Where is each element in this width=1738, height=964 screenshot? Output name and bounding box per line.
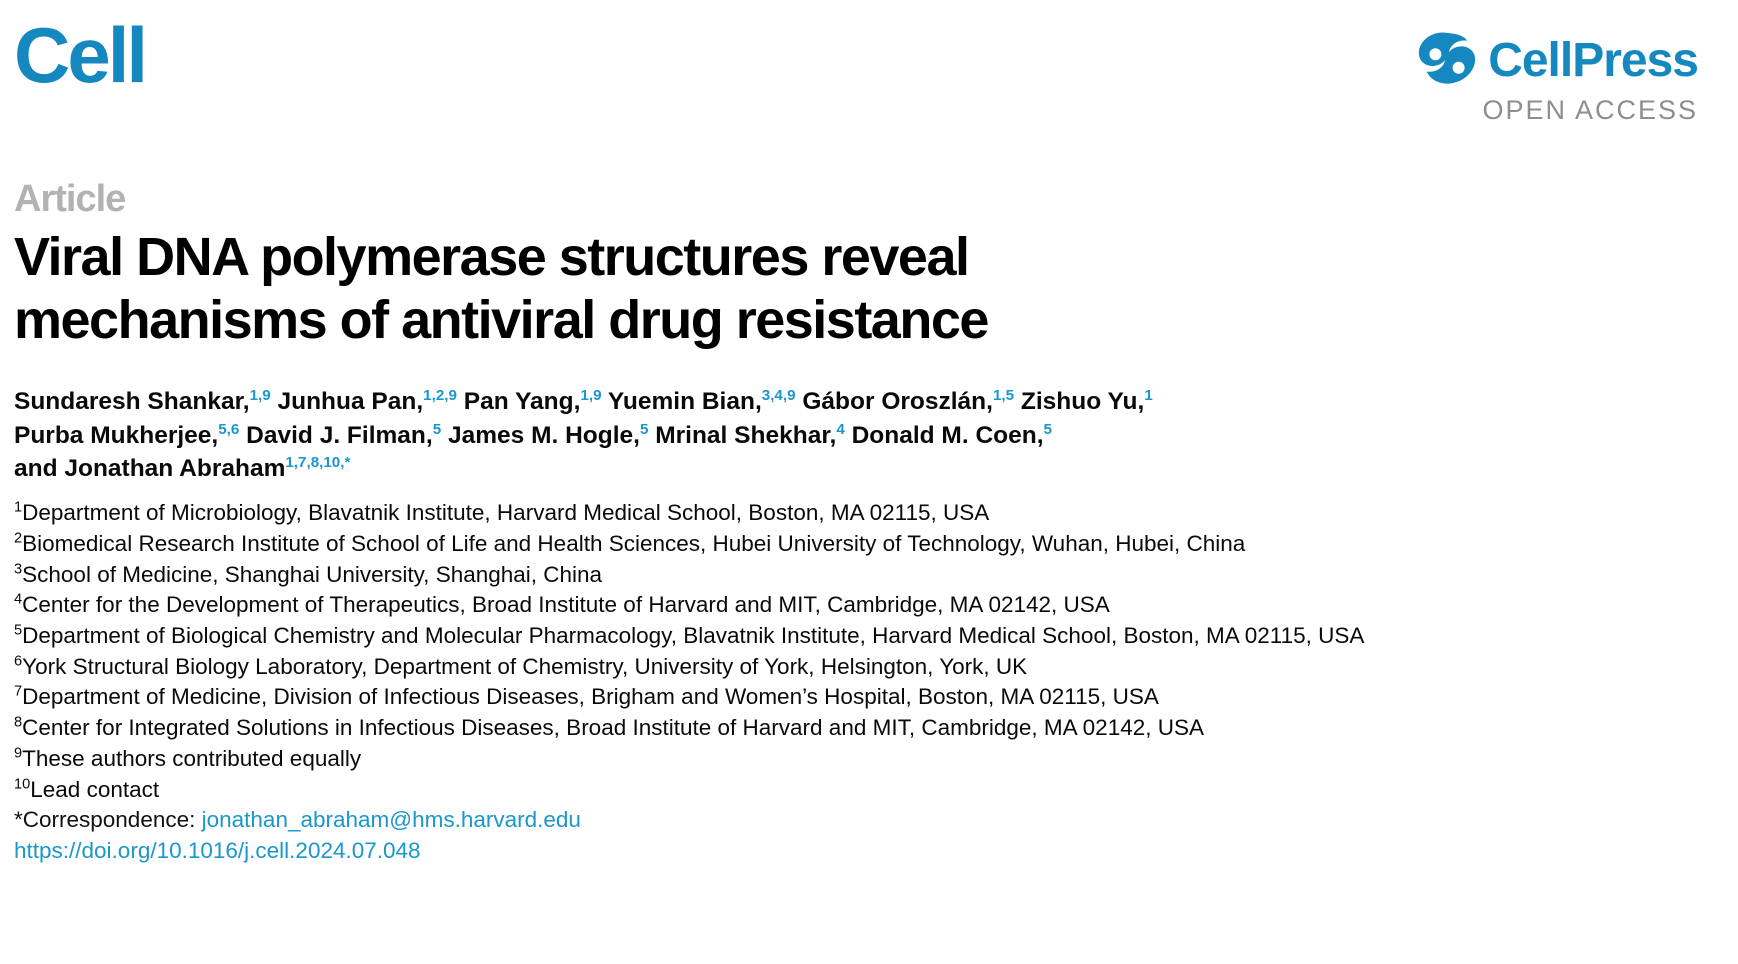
affiliation-line: $^8$Center for Integrated Solutions in Infectious Diseases, Broad Institute of Harvard and MIT, Cambridge, MA 02142, USA (14, 714, 1204, 741)
affiliation-line: $^9$These authors contributed equally (14, 745, 362, 771)
author-line (14, 452, 1738, 485)
affiliation-line: $^2$Biomedical Research Institute of School of Life and Health Sciences, Hubei University of Technology, Wuhan, Hubei, China (14, 530, 1246, 556)
article-type-label: Article (14, 178, 126, 220)
author-name: Zishuo Yu,$^1$ (1020, 387, 1153, 416)
affiliation-line: $^{10}$Lead contact (14, 776, 160, 802)
affiliation-superscript: 7 (14, 683, 23, 700)
author-lines (14, 385, 1738, 485)
correspondence-email-link[interactable]: jonathan_abraham@hms.harvard.edu (201, 807, 581, 833)
affiliation-superscript: 1 (14, 499, 23, 516)
affiliation-superscript: 5 (14, 622, 23, 639)
paper-title-line: mechanisms of antiviral drug resistance (14, 289, 988, 350)
doi-line (14, 836, 1738, 867)
author-superscript: 1,9 (580, 387, 602, 405)
affiliation-superscript: 6 (14, 653, 23, 670)
paper-title (14, 226, 1738, 351)
author-superscript: 1,5 (992, 387, 1015, 405)
author-superscript: 1,7,8,10,* (285, 453, 351, 471)
author-name: Pan Yang,$^{1,9}$ (463, 387, 602, 416)
author-name: Donald M. Coen,$^5$ (851, 420, 1052, 449)
affiliation-superscript: 2 (14, 530, 23, 547)
author-superscript: 1 (1144, 387, 1153, 405)
affiliation-superscript: 3 (14, 561, 23, 578)
author-superscript: 5 (639, 420, 649, 438)
cellpress-swirl-icon (1416, 32, 1478, 90)
author-superscript: 5,6 (218, 420, 240, 438)
affiliation-line: $^1$Department of Microbiology, Blavatnik Institute, Harvard Medical School, Boston, MA 02115, USA (14, 499, 990, 526)
cell-journal-logo: Cell (14, 11, 146, 99)
paper-title-line: Viral DNA polymerase structures reveal (14, 227, 969, 287)
affiliation-superscript: 10 (14, 776, 31, 793)
affiliations-list (14, 498, 1738, 805)
author-name: Purba Mukherjee,$^{5,6}$ (14, 420, 240, 449)
open-access-label: OPEN ACCESS (1482, 95, 1698, 125)
affiliation-superscript: 4 (14, 591, 23, 608)
author-name: Sundaresh Shankar,$^{1,9}$ (14, 387, 271, 416)
author-superscript: 1,2,9 (423, 387, 457, 405)
correspondence-label: *Correspondence: (14, 807, 202, 833)
affiliation-line: $^5$Department of Biological Chemistry and Molecular Pharmacology, Blavatnik Institute, Harvard Medical School, Boston, MA 02115, USA (14, 622, 1365, 648)
author-name: Gábor Oroszlán,$^{1,5}$ (802, 387, 1015, 416)
author-name: Mrinal Shekhar,$^4$ (655, 420, 845, 449)
cellpress-logo-block (1416, 16, 1698, 124)
affiliation-line: $^6$York Structural Biology Laboratory, Department of Chemistry, University of York, Helsington, York, UK (14, 653, 1028, 679)
author-name: David J. Filman,$^5$ (246, 420, 442, 449)
author-superscript: 5 (1043, 420, 1052, 438)
affiliation-superscript: 8 (14, 714, 23, 731)
author-superscript: 4 (836, 420, 845, 438)
author-superscript: 5 (432, 420, 442, 438)
affiliation-line: $^3$School of Medicine, Shanghai University, Shanghai, China (14, 561, 603, 587)
affiliation-line: $^4$Center for the Development of Therapeutics, Broad Institute of Harvard and MIT, Cambridge, MA 02142, USA (14, 591, 1110, 618)
author-name: and Jonathan Abraham$^{1,7,8,10,*}$ (14, 453, 351, 482)
author-line (14, 385, 1738, 418)
author-superscript: 3,4,9 (761, 387, 796, 405)
author-superscript: 1,9 (249, 387, 271, 405)
author-name: Yuemin Bian,$^{3,4,9}$ (607, 387, 796, 416)
page-header (0, 0, 1738, 124)
author-name: Junhua Pan,$^{1,2,9}$ (277, 387, 457, 416)
affiliation-line: $^7$Department of Medicine, Division of Infectious Diseases, Brigham and Women’s Hospital, Boston, MA 02115, USA (14, 683, 1159, 710)
correspondence-line (14, 805, 1738, 836)
doi-link[interactable]: https://doi.org/10.1016/j.cell.2024.07.048 (14, 837, 421, 863)
author-line (14, 419, 1738, 452)
author-name: James M. Hogle,$^5$ (447, 420, 649, 449)
affiliation-superscript: 9 (14, 745, 23, 762)
cellpress-logo-text: CellPress (1488, 34, 1698, 87)
